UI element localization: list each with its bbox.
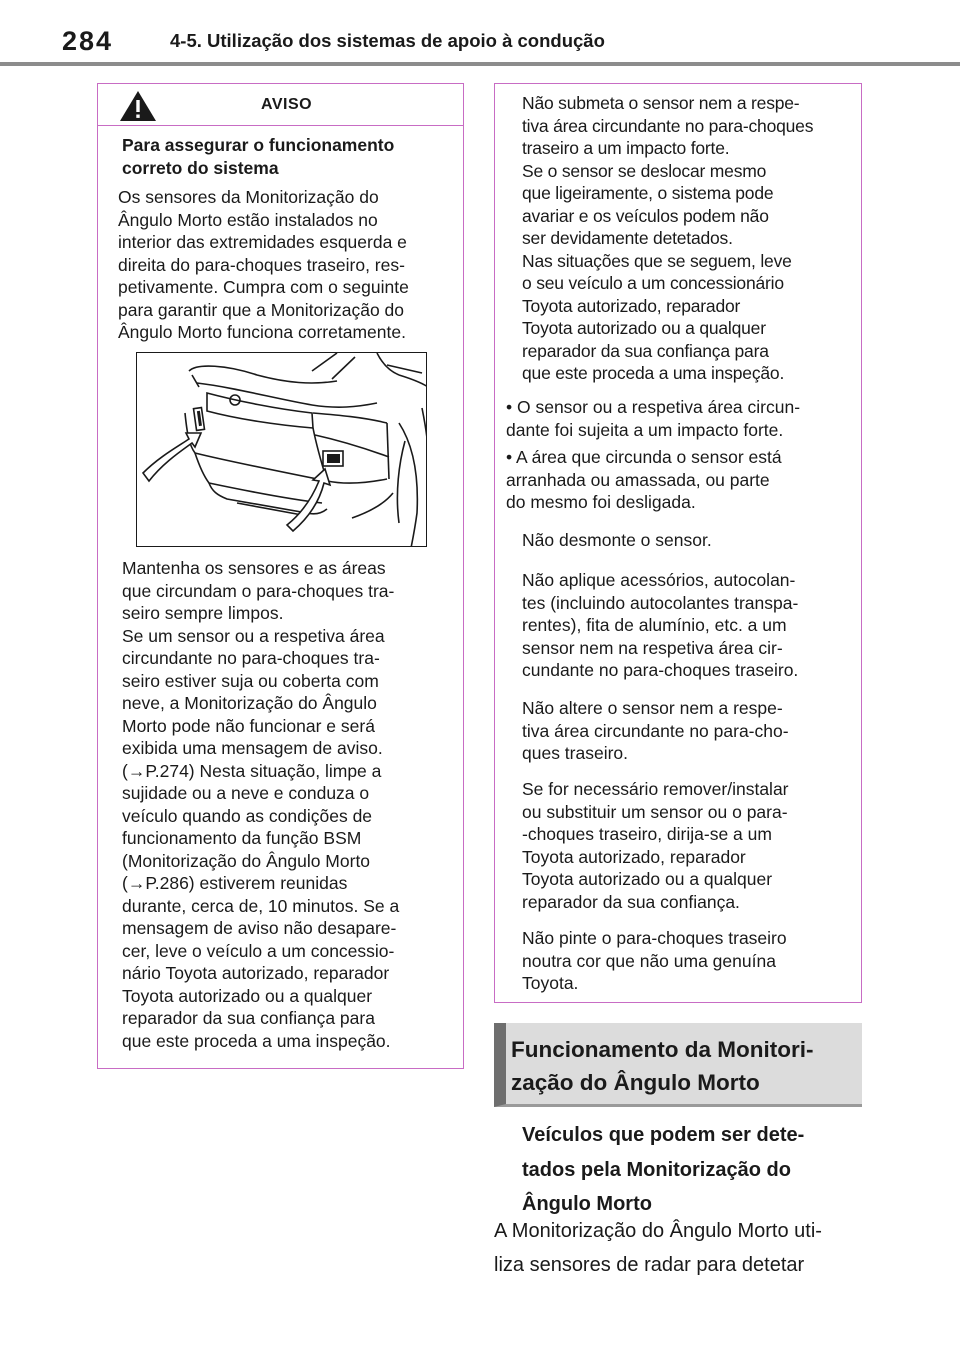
header-rule bbox=[0, 62, 960, 66]
body-paragraph: A Monitorização do Ângulo Morto uti- liza sensores de radar para detetar bbox=[494, 1220, 822, 1276]
warning-header bbox=[98, 84, 463, 126]
page-header bbox=[0, 0, 960, 66]
section-heading: Funcionamento da Monitori- zação do Ângulo Morto bbox=[511, 1037, 814, 1095]
car-rear-drawing bbox=[137, 353, 427, 547]
section-heading-box bbox=[494, 1023, 862, 1107]
warning-title: AVISO bbox=[261, 96, 313, 113]
warning-subtitle: Para assegurar o funcionamento correto do sistema bbox=[122, 135, 395, 178]
warning-item-impact: Não submeta o sensor nem a respe- tiva área circundante no para-choques traseiro a um impacto forte. Se o sensor se deslocar mesmo que ligeiramente, o sistema pode avariar e os veículos podem não ser devidamente detetados. Nas situações que se seguem, leve o seu veículo a um concessionário Toyota autorizado, reparador Toyota autorizado ou a qualquer reparador da sua confiança para que este proceda a uma inspeção. bbox=[522, 93, 814, 383]
subheading: Veículos que podem ser dete- tados pela Monitorização do Ângulo Morto bbox=[522, 1124, 805, 1215]
warning-intro: Os sensores da Monitorização do Ângulo Morto estão instalados no interior das extremidades esquerda e direita do para-choques traseiro, res- petivamente. Cumpra com o seguinte para garantir que a Monitorização do Ângulo Morto funciona corretamente. bbox=[118, 187, 409, 342]
chapter-section-title: 4-5. Utilização dos sistemas de apoio à condução bbox=[170, 30, 605, 51]
warning-item-modify: Não altere o sensor nem a respe- tiva área circundante no para-cho- ques traseiro. bbox=[522, 698, 789, 763]
warning-item-accessories: Não aplique acessórios, autocolan- tes (incluindo autocolantes transpa- rentes), fita de alumínio, etc. a um sensor nem na respetiva área cir- cundante no para-choques traseiro. bbox=[522, 570, 799, 680]
warning-box-continued bbox=[494, 83, 862, 1003]
warning-item-keep-clean: Mantenha os sensores e as áreas que circundam o para-choques tra- seiro sempre limpos. Se um sensor ou a respetiva área circundante no para-choques tra- seiro estiver suja ou coberta com neve, a Monitorização do Ângulo Morto pode não funcionar e será exibida uma mensagem de aviso. (→P.274) Nesta situação, limpe a sujidade ou a neve e conduza o veículo quando as condições de funcionamento da função BSM (Monitorização do Ângulo Morto (→P.286) estiverem reunidas durante, cerca de, 10 minutos. Se a mensagem de aviso não desapare- cer, leve o veículo a um concessio- nário Toyota autorizado, reparador Toyota autorizado ou a qualquer reparador da sua confiança para que este proceda a uma inspeção. bbox=[122, 558, 400, 1051]
warning-triangle-icon bbox=[118, 89, 158, 123]
rear-bumper-sensor-illustration bbox=[136, 352, 427, 547]
warning-bullet-impact: • O sensor ou a respetiva área circun- dante foi sujeita a um impacto forte. bbox=[506, 397, 801, 440]
warning-item-disassemble: Não desmonte o sensor. bbox=[522, 530, 712, 550]
page-number: 284 bbox=[62, 26, 114, 56]
warning-item-paint: Não pinte o para-choques traseiro noutra cor que não uma genuína Toyota. bbox=[522, 928, 787, 993]
warning-bullet-damage: • A área que circunda o sensor está arranhada ou amassada, ou parte do mesmo foi desligada. bbox=[506, 447, 782, 512]
warning-item-remove: Se for necessário remover/instalar ou substituir um sensor ou o para- -choques traseiro, dirija-se a um Toyota autorizado, reparador Toyota autorizado ou a qualquer reparador da sua confiança. bbox=[522, 779, 789, 912]
warning-box bbox=[97, 83, 464, 1069]
